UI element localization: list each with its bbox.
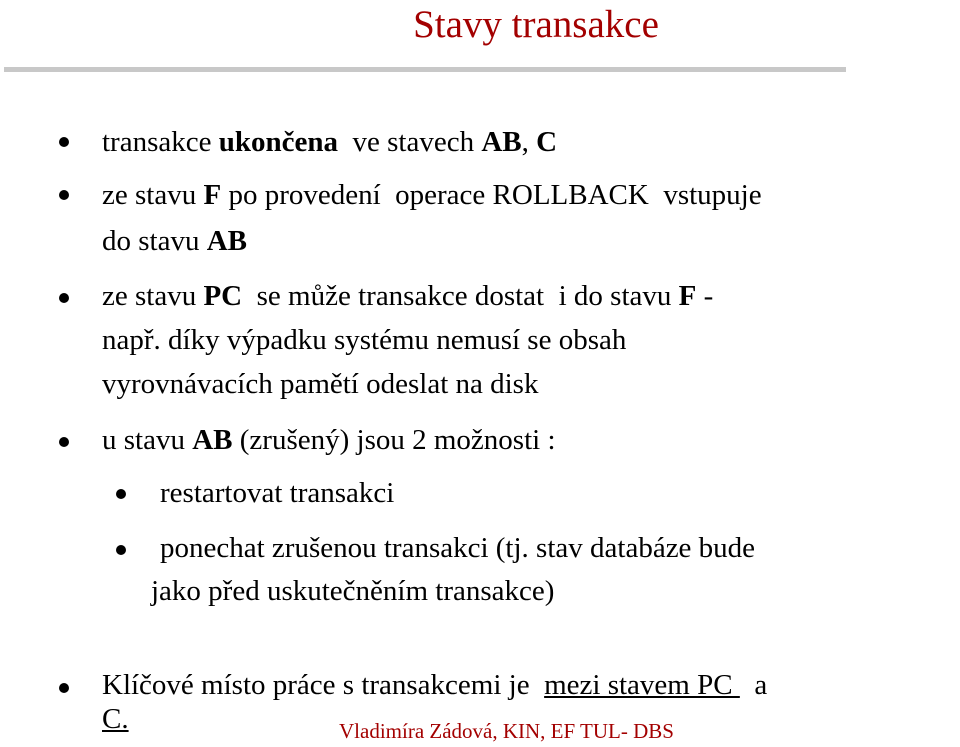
slide-footer: Vladimíra Zádová, KIN, EF TUL- DBS xyxy=(339,719,674,743)
text: ze stavu xyxy=(102,179,204,211)
sub-item-keep-cancelled: ponechat zrušenou transakci (tj. stav databáze bude xyxy=(160,532,756,564)
state-ab: AB xyxy=(481,126,522,158)
bullet-icon xyxy=(116,489,126,499)
text: po provedení operace ROLLBACK vstupuje xyxy=(221,179,762,211)
text: ze stavu xyxy=(102,280,204,312)
bullet-icon xyxy=(59,437,69,447)
list-item-rollback xyxy=(102,181,762,210)
text: u stavu xyxy=(102,424,193,456)
text: ve stavech xyxy=(338,126,482,158)
state-pc: PC xyxy=(203,280,243,312)
text: se může transakce dostat i do stavu xyxy=(242,280,679,312)
list-item-pc-to-f-cont: např. díky výpadku systému nemusí se obsah xyxy=(102,324,627,356)
text: do stavu xyxy=(102,225,207,257)
text: transakce xyxy=(102,126,219,158)
state-ab: AB xyxy=(206,225,248,257)
bullet-icon xyxy=(59,137,69,147)
emphasis: ukončena xyxy=(218,126,339,158)
text: a xyxy=(739,669,768,701)
list-item-key-place-cont: C. xyxy=(102,703,129,735)
list-item-ab-options xyxy=(102,426,556,455)
sub-item-keep-cancelled-cont: jako před uskutečněním transakce) xyxy=(151,575,555,607)
text: Klíčové místo práce s transakcemi je xyxy=(102,669,545,701)
sub-item-restart: restartovat transakci xyxy=(160,477,395,509)
bullet-icon xyxy=(59,683,69,693)
text: (zrušený) jsou 2 možnosti : xyxy=(232,424,556,456)
text: , xyxy=(521,126,537,158)
slide-title: Stavy transakce xyxy=(413,3,659,46)
state-f: F xyxy=(203,179,222,211)
list-item-pc-to-f-cont: vyrovnávacích pamětí odeslat na disk xyxy=(102,368,539,400)
bullet-icon xyxy=(59,293,69,303)
list-item-key-place xyxy=(102,671,767,700)
text: - xyxy=(696,280,714,312)
state-ab: AB xyxy=(192,424,233,456)
state-c: C xyxy=(536,126,558,158)
list-item-rollback-cont xyxy=(102,227,247,256)
title-divider xyxy=(4,67,846,72)
list-item-pc-to-f xyxy=(102,282,713,311)
list-item-ended-states xyxy=(102,128,557,157)
bullet-icon xyxy=(59,190,69,200)
state-f: F xyxy=(678,280,697,312)
underlined-text: mezi stavem PC xyxy=(544,669,740,701)
bullet-icon xyxy=(116,545,126,555)
